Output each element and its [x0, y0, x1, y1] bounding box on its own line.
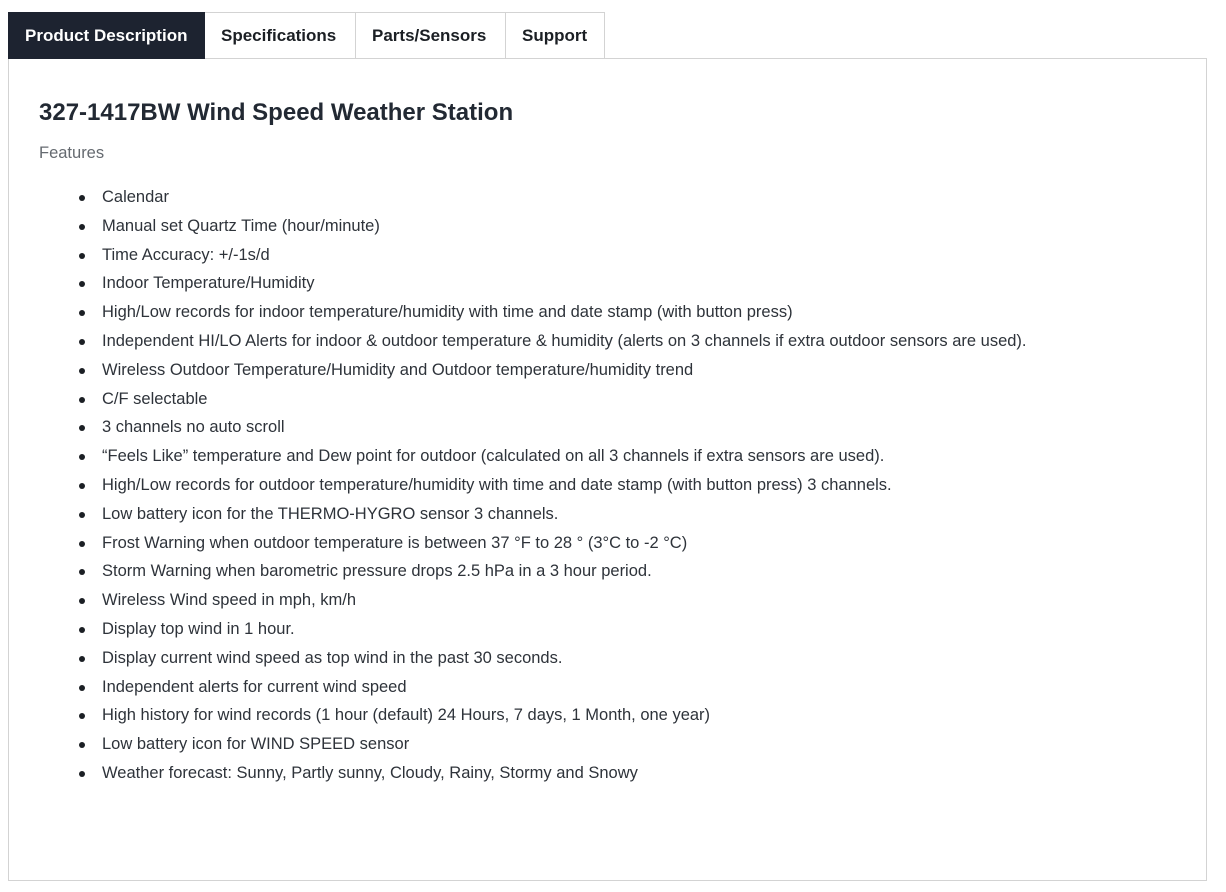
feature-item: Manual set Quartz Time (hour/minute)	[102, 212, 1176, 241]
product-tabs-container	[8, 12, 1207, 881]
feature-item: Storm Warning when barometric pressure drops 2.5 hPa in a 3 hour period.	[102, 557, 1176, 586]
feature-item: Wireless Outdoor Temperature/Humidity and Outdoor temperature/humidity trend	[102, 356, 1176, 385]
feature-item: C/F selectable	[102, 385, 1176, 414]
feature-item: Weather forecast: Sunny, Partly sunny, Cloudy, Rainy, Stormy and Snowy	[102, 759, 1176, 788]
feature-item: High/Low records for outdoor temperature/humidity with time and date stamp (with button press) 3 channels.	[102, 471, 1176, 500]
product-title: 327-1417BW Wind Speed Weather Station	[39, 99, 514, 126]
tab-bar	[8, 12, 1207, 59]
feature-item: Independent alerts for current wind speed	[102, 673, 1176, 702]
features-list	[39, 183, 1176, 788]
feature-item: Indoor Temperature/Humidity	[102, 269, 1176, 298]
tab-product-description[interactable]: Product Description	[8, 12, 205, 59]
tab-parts-sensors[interactable]: Parts/Sensors	[356, 12, 506, 59]
feature-item: Calendar	[102, 183, 1176, 212]
feature-item: Wireless Wind speed in mph, km/h	[102, 586, 1176, 615]
tab-specifications[interactable]: Specifications	[205, 12, 356, 59]
tab-panel-product-description	[8, 58, 1207, 881]
feature-item: Low battery icon for WIND SPEED sensor	[102, 730, 1176, 759]
tab-support[interactable]: Support	[506, 12, 605, 59]
feature-item: Display current wind speed as top wind in the past 30 seconds.	[102, 644, 1176, 673]
feature-item: Display top wind in 1 hour.	[102, 615, 1176, 644]
feature-item: Frost Warning when outdoor temperature is between 37 °F to 28 ° (3°C to -2 °C)	[102, 529, 1176, 558]
feature-item: High/Low records for indoor temperature/humidity with time and date stamp (with button press)	[102, 298, 1176, 327]
feature-item: 3 channels no auto scroll	[102, 413, 1176, 442]
feature-item: Low battery icon for the THERMO-HYGRO sensor 3 channels.	[102, 500, 1176, 529]
feature-item: Independent HI/LO Alerts for indoor & outdoor temperature & humidity (alerts on 3 channels if extra outdoor sensors are used).	[102, 327, 1176, 356]
feature-item: “Feels Like” temperature and Dew point for outdoor (calculated on all 3 channels if extra sensors are used).	[102, 442, 1176, 471]
feature-item: High history for wind records (1 hour (default) 24 Hours, 7 days, 1 Month, one year)	[102, 701, 1176, 730]
features-heading: Features	[39, 144, 105, 162]
feature-item: Time Accuracy: +/-1s/d	[102, 241, 1176, 270]
